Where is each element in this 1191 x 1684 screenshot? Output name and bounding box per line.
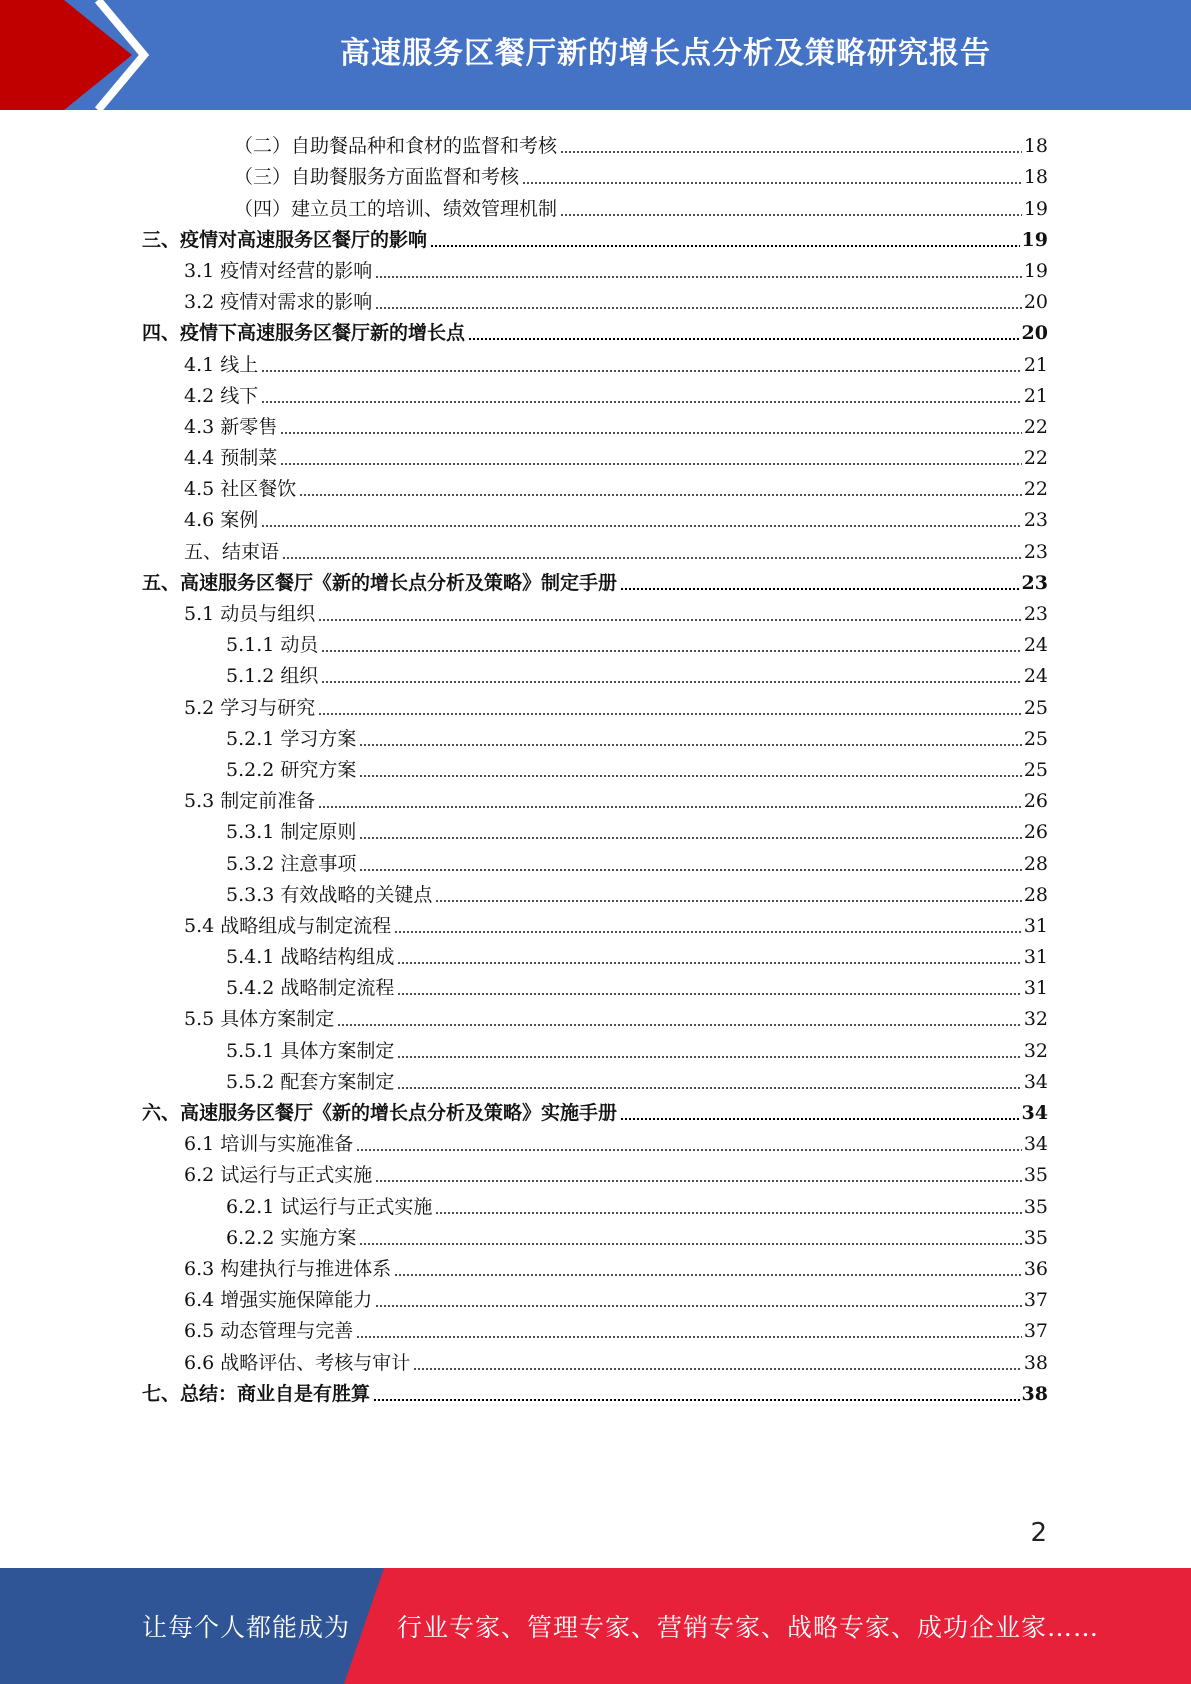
toc-entry[interactable] <box>142 345 1048 376</box>
toc-entry-title: （二）自助餐品种和食材的监督和考核 <box>234 135 558 158</box>
toc-entry-page: 32 <box>1023 1039 1048 1062</box>
toc-entry[interactable] <box>142 782 1048 813</box>
toc-entry-title: 七、总结：商业自是有胜算 <box>142 1382 371 1405</box>
toc-entry[interactable] <box>142 252 1048 283</box>
toc-dot-leader <box>397 962 1021 964</box>
toc-entry-title: 3.1 疫情对经营的影响 <box>184 259 373 282</box>
toc-dot-leader <box>282 557 1022 559</box>
toc-dot-leader <box>359 1243 1021 1245</box>
toc-entry-title: 6.2 试运行与正式实施 <box>184 1164 373 1187</box>
toc-entry[interactable] <box>142 657 1048 688</box>
toc-entry-title: 4.2 线下 <box>184 384 259 407</box>
toc-entry-page: 32 <box>1023 1008 1048 1031</box>
toc-entry[interactable] <box>142 1094 1048 1125</box>
toc-entry-title: 5.5 具体方案制定 <box>184 1008 335 1031</box>
toc-dot-leader <box>359 744 1021 746</box>
toc-entry-page: 34 <box>1021 1102 1048 1124</box>
toc-entry-title: 5.2.2 研究方案 <box>226 758 357 781</box>
toc-entry-page: 23 <box>1023 540 1048 563</box>
toc-entry[interactable] <box>142 751 1048 782</box>
toc-entry-page: 26 <box>1023 821 1048 844</box>
toc-entry-title: 6.2.2 实施方案 <box>226 1226 357 1249</box>
toc-dot-leader <box>261 370 1022 372</box>
toc-entry-page: 31 <box>1023 914 1048 937</box>
toc-entry[interactable] <box>142 564 1048 595</box>
footer-slogan-left: 让每个人都能成为 <box>142 1613 351 1642</box>
toc-entry-page: 23 <box>1021 571 1048 594</box>
toc-entry[interactable] <box>142 408 1048 439</box>
toc-dot-leader <box>397 993 1021 995</box>
toc-dot-leader <box>560 214 1022 216</box>
toc-entry[interactable] <box>142 501 1048 532</box>
toc-entry[interactable] <box>142 1031 1048 1062</box>
toc-dot-leader <box>373 1399 1020 1401</box>
toc-entry-title: （四）建立员工的培训、绩效管理机制 <box>234 197 558 220</box>
toc-entry[interactable] <box>142 1187 1048 1218</box>
toc-entry[interactable] <box>142 314 1048 345</box>
toc-entry[interactable] <box>142 283 1048 314</box>
toc-dot-leader <box>430 245 1020 247</box>
toc-dot-leader <box>397 1087 1021 1089</box>
toc-entry-page: 24 <box>1023 665 1048 688</box>
toc-entry[interactable] <box>142 1063 1048 1094</box>
toc-entry-page: 38 <box>1021 1382 1048 1405</box>
toc-entry-page: 35 <box>1023 1226 1048 1249</box>
toc-entry-title: 四、疫情下高速服务区餐厅新的增长点 <box>142 322 466 345</box>
toc-entry[interactable] <box>142 1219 1048 1250</box>
toc-entry[interactable] <box>142 720 1048 751</box>
toc-dot-leader <box>468 338 1020 340</box>
toc-dot-leader <box>280 463 1022 465</box>
page-number: 2 <box>1030 1518 1047 1548</box>
footer-slogan-right: 行业专家、管理专家、营销专家、战略专家、成功企业家…… <box>397 1613 1100 1642</box>
toc-entry[interactable] <box>142 377 1048 408</box>
toc-entry-title: （三）自助餐服务方面监督和考核 <box>234 166 520 189</box>
toc-dot-leader <box>620 588 1020 590</box>
toc-entry-title: 5.4.2 战略制定流程 <box>226 977 395 1000</box>
footer-band <box>0 1568 1191 1684</box>
toc-entry-title: 六、高速服务区餐厅《新的增长点分析及策略》实施手册 <box>142 1102 618 1124</box>
toc-entry-page: 20 <box>1021 322 1048 345</box>
toc-entry-page: 38 <box>1023 1351 1048 1374</box>
toc-dot-leader <box>394 931 1022 933</box>
toc-entry-title: 5.4 战略组成与制定流程 <box>184 914 392 937</box>
toc-dot-leader <box>394 1274 1022 1276</box>
toc-entry-title: 4.5 社区餐饮 <box>184 478 297 501</box>
toc-entry-page: 26 <box>1023 790 1048 813</box>
toc-entry-page: 19 <box>1023 259 1048 282</box>
toc-entry[interactable] <box>142 1156 1048 1187</box>
toc-entry-title: 5.4.1 战略结构组成 <box>226 946 395 969</box>
toc-entry-title: 5.3.1 制定原则 <box>226 821 357 844</box>
toc-entry-title: 6.2.1 试运行与正式实施 <box>226 1195 433 1218</box>
toc-entry[interactable] <box>142 1125 1048 1156</box>
toc-entry-title: 5.3 制定前准备 <box>184 790 316 813</box>
toc-dot-leader <box>620 1118 1020 1120</box>
toc-entry-title: 5.3.3 有效战略的关键点 <box>226 883 433 906</box>
toc-entry-title: 6.1 培训与实施准备 <box>184 1133 354 1156</box>
toc-entry-page: 25 <box>1023 727 1048 750</box>
toc-entry[interactable] <box>142 127 1048 158</box>
toc-dot-leader <box>318 806 1022 808</box>
header-band <box>0 0 1191 110</box>
toc-dot-leader <box>435 900 1021 902</box>
toc-entry-page: 35 <box>1023 1164 1048 1187</box>
toc-entry-page: 31 <box>1023 946 1048 969</box>
toc-entry-title: 6.6 战略评估、考核与审计 <box>184 1351 411 1374</box>
toc-entry-page: 34 <box>1023 1070 1048 1093</box>
toc-entry-title: 5.5.2 配套方案制定 <box>226 1070 395 1093</box>
toc-entry-page: 25 <box>1023 758 1048 781</box>
toc-entry-title: 6.3 构建执行与推进体系 <box>184 1257 392 1280</box>
toc-dot-leader <box>321 650 1021 652</box>
toc-entry[interactable] <box>142 1000 1048 1031</box>
toc-entry-title: 3.2 疫情对需求的影响 <box>184 291 373 314</box>
toc-entry[interactable] <box>142 532 1048 563</box>
toc-dot-leader <box>375 307 1022 309</box>
toc-entry-title: 5.1 动员与组织 <box>184 603 316 625</box>
toc-entry-page: 21 <box>1023 384 1048 407</box>
toc-entry[interactable] <box>142 1375 1048 1406</box>
toc-entry-title: 五、高速服务区餐厅《新的增长点分析及策略》制定手册 <box>142 571 618 594</box>
toc-entry[interactable] <box>142 907 1048 938</box>
toc-dot-leader <box>435 1212 1021 1214</box>
toc-entry[interactable] <box>142 158 1048 189</box>
toc-entry[interactable] <box>142 470 1048 501</box>
toc-dot-leader <box>375 276 1022 278</box>
toc-dot-leader <box>375 1305 1022 1307</box>
toc-entry-page: 35 <box>1023 1195 1048 1218</box>
toc-entry[interactable] <box>142 221 1048 252</box>
toc-entry[interactable] <box>142 1281 1048 1312</box>
toc-dot-leader <box>299 494 1022 496</box>
toc-entry[interactable] <box>142 688 1048 719</box>
toc-entry-title: 4.4 预制菜 <box>184 447 278 470</box>
toc-dot-leader <box>280 432 1022 434</box>
toc-entry[interactable] <box>142 1312 1048 1343</box>
toc-entry-page: 36 <box>1023 1257 1048 1280</box>
toc-entry-page: 22 <box>1023 447 1048 470</box>
toc-entry-title: 4.1 线上 <box>184 353 259 376</box>
toc-entry-page: 28 <box>1023 883 1048 906</box>
toc-dot-leader <box>522 182 1022 184</box>
toc-entry[interactable] <box>142 938 1048 969</box>
toc-entry-page: 19 <box>1023 197 1048 220</box>
toc-entry-title: 5.1.1 动员 <box>226 634 319 657</box>
toc-entry-title: 6.4 增强实施保障能力 <box>184 1289 373 1312</box>
toc-entry-page: 25 <box>1023 696 1048 719</box>
toc-entry[interactable] <box>142 969 1048 1000</box>
toc-entry-page: 20 <box>1023 291 1048 314</box>
toc-entry[interactable] <box>142 595 1048 626</box>
toc-dot-leader <box>318 713 1022 715</box>
toc-dot-leader <box>261 401 1022 403</box>
toc-dot-leader <box>321 681 1021 683</box>
toc-entry-title: 4.6 案例 <box>184 509 259 532</box>
toc-entry[interactable] <box>142 844 1048 875</box>
toc-dot-leader <box>359 837 1021 839</box>
toc-entry-page: 24 <box>1023 634 1048 657</box>
toc-dot-leader <box>560 151 1022 153</box>
toc-entry-page: 28 <box>1023 852 1048 875</box>
toc-dot-leader <box>337 1024 1022 1026</box>
toc-entry[interactable] <box>142 1250 1048 1281</box>
toc-dot-leader <box>375 1180 1022 1182</box>
toc-dot-leader <box>413 1368 1022 1370</box>
toc-entry[interactable] <box>142 813 1048 844</box>
toc-entry-page: 22 <box>1023 478 1048 501</box>
toc-entry-title: 5.1.2 组织 <box>226 665 319 688</box>
toc-entry-page: 23 <box>1023 509 1048 532</box>
toc-entry[interactable] <box>142 189 1048 220</box>
toc-entry-title: 5.5.1 具体方案制定 <box>226 1039 395 1062</box>
toc-entry-page: 22 <box>1023 415 1048 438</box>
toc-entry-page: 31 <box>1023 977 1048 1000</box>
toc-entry[interactable] <box>142 626 1048 657</box>
toc-dot-leader <box>356 1336 1022 1338</box>
toc-entry-title: 6.5 动态管理与完善 <box>184 1320 354 1343</box>
toc-entry-title: 4.3 新零售 <box>184 415 278 438</box>
toc-entry-title: 三、疫情对高速服务区餐厅的影响 <box>142 228 428 251</box>
toc-entry-page: 23 <box>1023 603 1048 625</box>
toc-dot-leader <box>397 1056 1021 1058</box>
toc-entry-page: 34 <box>1023 1133 1048 1156</box>
toc-entry-page: 18 <box>1023 166 1048 189</box>
table-of-contents <box>142 127 1048 1406</box>
toc-entry-title: 5.2 学习与研究 <box>184 696 316 719</box>
toc-entry[interactable] <box>142 1343 1048 1374</box>
toc-dot-leader <box>359 775 1021 777</box>
toc-entry-page: 18 <box>1023 135 1048 158</box>
toc-entry-title: 五、结束语 <box>184 540 280 563</box>
toc-entry-title: 5.2.1 学习方案 <box>226 727 357 750</box>
toc-dot-leader <box>318 619 1022 621</box>
toc-entry-page: 37 <box>1023 1289 1048 1312</box>
toc-entry-page: 37 <box>1023 1320 1048 1343</box>
toc-dot-leader <box>359 869 1021 871</box>
document-title: 高速服务区餐厅新的增长点分析及策略研究报告 <box>340 36 991 71</box>
toc-entry[interactable] <box>142 439 1048 470</box>
toc-dot-leader <box>356 1149 1022 1151</box>
toc-entry-page: 21 <box>1023 353 1048 376</box>
toc-dot-leader <box>261 525 1022 527</box>
toc-entry-page: 19 <box>1021 228 1048 251</box>
toc-entry[interactable] <box>142 876 1048 907</box>
toc-entry-title: 5.3.2 注意事项 <box>226 852 357 875</box>
